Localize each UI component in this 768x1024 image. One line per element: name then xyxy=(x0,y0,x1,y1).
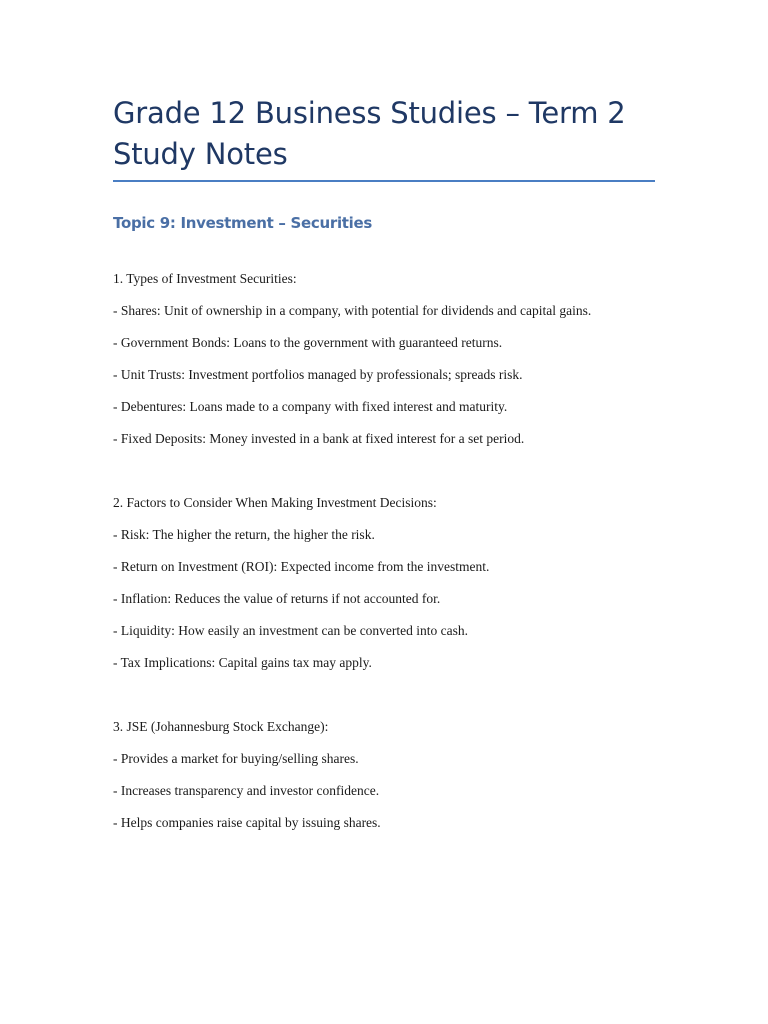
section-3-item-raise-capital: - Helps companies raise capital by issuing shares. xyxy=(113,815,381,830)
section-3-item-transparency: - Increases transparency and investor confidence. xyxy=(113,783,380,798)
section-1-heading: 1. Types of Investment Securities: xyxy=(113,271,297,286)
section-1-item-debentures: - Debentures: Loans made to a company with fixed interest and maturity. xyxy=(113,399,508,414)
section-2-item-inflation: - Inflation: Reduces the value of returns if not accounted for. xyxy=(113,591,441,606)
section-1-item-unit-trusts: - Unit Trusts: Investment portfolios managed by professionals; spreads risk. xyxy=(113,367,523,382)
section-1-item-shares: - Shares: Unit of ownership in a company, with potential for dividends and capital gains. xyxy=(113,303,592,318)
section-2-heading: 2. Factors to Consider When Making Investment Decisions: xyxy=(113,495,437,510)
section-2-item-risk: - Risk: The higher the return, the higher the risk. xyxy=(113,527,375,542)
section-1-item-government-bonds: - Government Bonds: Loans to the government with guaranteed returns. xyxy=(113,335,503,350)
section-3-heading: 3. JSE (Johannesburg Stock Exchange): xyxy=(113,719,329,734)
title-divider xyxy=(113,180,655,182)
topic-heading: Topic 9: Investment – Securities xyxy=(113,214,373,232)
section-2-item-liquidity: - Liquidity: How easily an investment can be converted into cash. xyxy=(113,623,469,638)
section-2-item-tax: - Tax Implications: Capital gains tax may apply. xyxy=(113,655,372,670)
section-1-item-fixed-deposits: - Fixed Deposits: Money invested in a bank at fixed interest for a set period. xyxy=(113,431,525,446)
section-2-item-roi: - Return on Investment (ROI): Expected income from the investment. xyxy=(113,559,490,574)
title-line-1: Grade 12 Business Studies – Term 2 xyxy=(113,96,626,130)
page-title xyxy=(113,93,673,175)
section-3-item-market: - Provides a market for buying/selling shares. xyxy=(113,751,359,766)
title-line-2: Study Notes xyxy=(113,137,288,171)
